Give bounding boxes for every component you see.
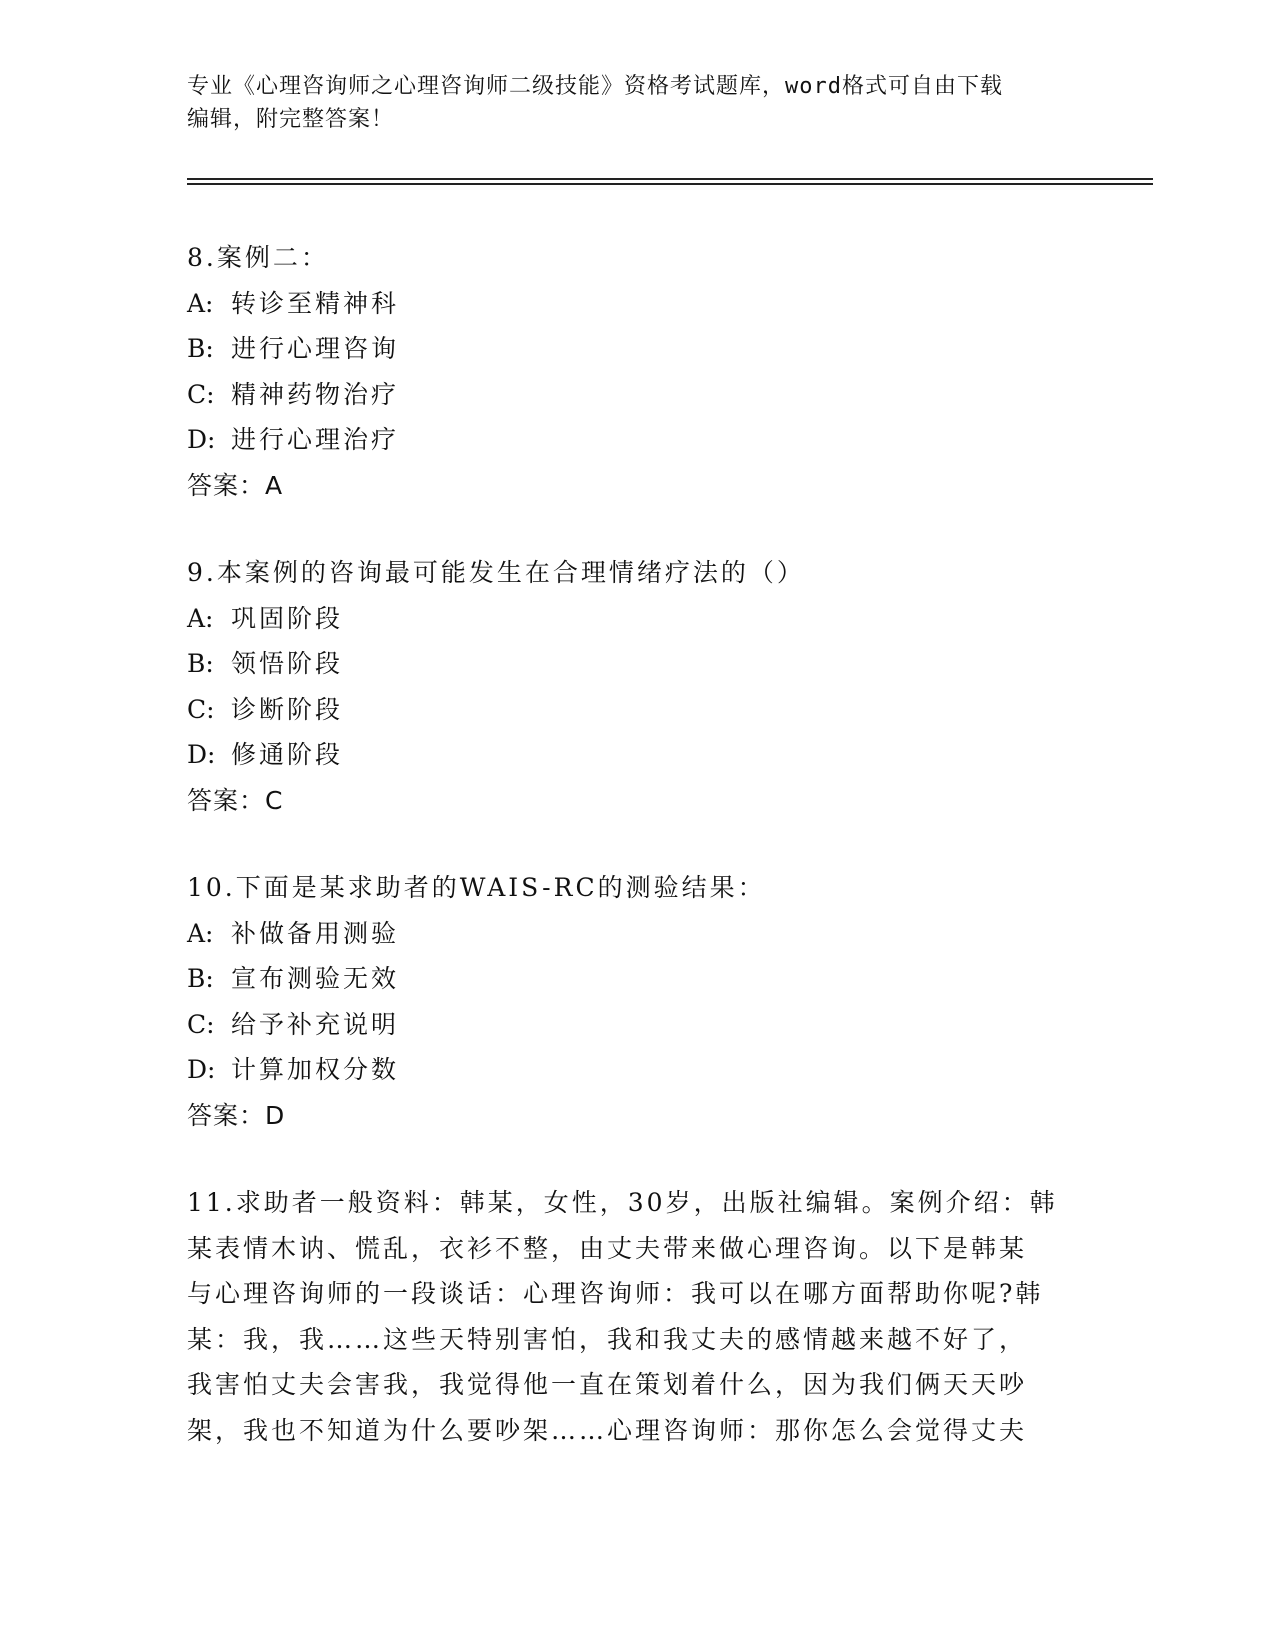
option-text: 进行心理治疗 [231, 425, 400, 454]
answer: 答案：D [187, 1100, 286, 1130]
option-text: 巩固阶段 [231, 603, 344, 633]
option-letter: B: [187, 964, 214, 993]
answer: 答案：C [187, 785, 284, 815]
question-list [187, 235, 1087, 1495]
header-line-1: 专业《心理咨询师之心理咨询师二级技能》资格考试题库，word格式可自由下载 [187, 74, 1003, 99]
option-letter: A: [187, 288, 214, 318]
question-8 [187, 235, 1087, 508]
option-c [187, 687, 1087, 733]
option-letter: B: [187, 649, 214, 678]
option-c [187, 1002, 1087, 1048]
question-title: 8.案例二： [187, 243, 329, 272]
option-letter: D: [187, 1055, 216, 1084]
question-text-line: 我害怕丈夫会害我，我觉得他一直在策划着什么，因为我们俩天天吵 [187, 1370, 1028, 1399]
option-letter: C: [187, 379, 215, 409]
option-letter: D: [187, 425, 216, 454]
option-d [187, 417, 1087, 463]
question-text-line: 某表情木讷、慌乱，衣衫不整，由丈夫带来做心理咨询。以下是韩某 [187, 1233, 1028, 1263]
question-title: 10.下面是某求助者的WAIS-RC的测验结果： [187, 873, 766, 902]
option-text: 修通阶段 [231, 740, 344, 769]
option-text: 进行心理咨询 [231, 334, 400, 363]
option-text: 诊断阶段 [231, 694, 344, 724]
option-a [187, 281, 1087, 327]
option-b [187, 956, 1087, 1002]
question-text-line: 架，我也不知道为什么要吵架……心理咨询师：那你怎么会觉得丈夫 [187, 1415, 1028, 1445]
option-letter: D: [187, 740, 216, 769]
option-d [187, 1047, 1087, 1093]
option-d [187, 732, 1087, 778]
question-title: 9.本案例的咨询最可能发生在合理情绪疗法的（） [187, 558, 805, 587]
question-text-line: 某：我，我……这些天特别害怕，我和我丈夫的感情越来越不好了， [187, 1324, 1028, 1354]
header-line-2: 编辑，附完整答案！ [187, 107, 395, 132]
question-11 [187, 1180, 1087, 1453]
option-a [187, 911, 1087, 957]
option-b [187, 641, 1087, 687]
option-text: 补做备用测验 [231, 918, 400, 948]
option-letter: A: [187, 918, 214, 948]
option-text: 领悟阶段 [231, 649, 344, 678]
answer: 答案：A [187, 470, 284, 500]
header-divider-bottom [187, 183, 1153, 185]
header-divider-top [187, 178, 1153, 180]
option-text: 宣布测验无效 [231, 964, 400, 993]
option-text: 转诊至精神科 [231, 288, 400, 318]
question-10 [187, 865, 1087, 1138]
option-text: 精神药物治疗 [231, 379, 400, 409]
option-letter: B: [187, 334, 214, 363]
option-text: 给予补充说明 [231, 1009, 400, 1039]
option-c [187, 372, 1087, 418]
question-text-line: 与心理咨询师的一段谈话：心理咨询师：我可以在哪方面帮助你呢?韩 [187, 1279, 1044, 1308]
option-a [187, 596, 1087, 642]
option-text: 计算加权分数 [231, 1055, 400, 1084]
option-letter: A: [187, 603, 214, 633]
option-letter: C: [187, 694, 215, 724]
question-text-line: 11.求助者一般资料：韩某，女性，30岁，出版社编辑。案例介绍：韩 [187, 1188, 1058, 1217]
option-letter: C: [187, 1009, 215, 1039]
document-header [187, 70, 1087, 136]
option-b [187, 326, 1087, 372]
question-9 [187, 550, 1087, 823]
